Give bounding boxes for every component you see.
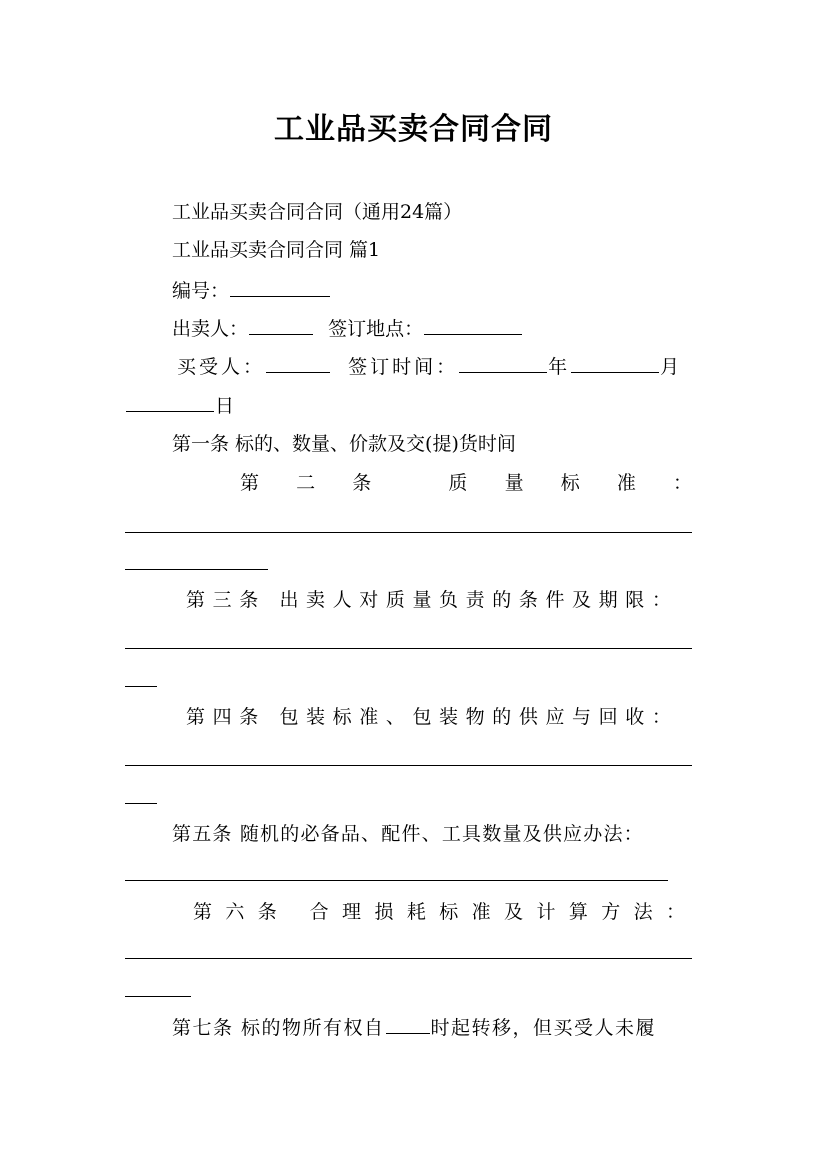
clause-2-char: 第 (240, 472, 260, 494)
section-heading: 工业品买卖合同合同 篇1 (172, 239, 381, 261)
sign-place-blank[interactable] (424, 316, 522, 335)
clause-3-blank-line-1[interactable] (125, 648, 692, 649)
seller-blank[interactable] (249, 316, 313, 335)
clause-2-char: 量 (504, 472, 524, 494)
document-subtitle: 工业品买卖合同合同（通用24篇） (172, 201, 463, 223)
clause-6-blank-line-1[interactable] (125, 958, 692, 959)
day-label: 日 (215, 395, 235, 417)
clause-4-blank-line-2[interactable] (125, 803, 157, 804)
clause-5: 第五条 随机的必备品、配件、工具数量及供应办法： (172, 823, 644, 845)
buyer-label: 买受人： (177, 356, 266, 378)
clause-6: 第六条 合理损耗标准及计算方法： (193, 901, 699, 923)
sign-day-blank[interactable] (126, 393, 214, 412)
clause-2-char: ： (672, 472, 692, 494)
clause-2-char: 准 (616, 472, 636, 494)
sign-place-label: 签订地点： (328, 318, 424, 340)
clause-5-blank-line[interactable] (125, 880, 668, 881)
clause-2-char: 质 (448, 472, 468, 494)
clause-2-char: 标 (560, 472, 580, 494)
clause-2-blank-line-1[interactable] (125, 532, 692, 533)
contract-number-row (172, 278, 331, 303)
clause-2-char: 二 (296, 472, 316, 494)
buyer-blank[interactable] (266, 354, 330, 373)
seller-row (172, 316, 523, 341)
clause-4: 第四条 包装标准、包装物的供应与回收： (186, 706, 679, 728)
sign-year-blank[interactable] (459, 354, 547, 373)
clause-7-text-a: 第七条 标的物所有权自 (172, 1017, 385, 1039)
contract-number-blank[interactable] (230, 278, 330, 297)
clause-4-blank-line-1[interactable] (125, 765, 692, 766)
clause-1: 第一条 标的、数量、价款及交(提)货时间 (172, 433, 516, 455)
clause-3: 第三条 出卖人对质量负责的条件及期限： (186, 589, 679, 611)
seller-label: 出卖人： (172, 318, 249, 340)
clause-7 (172, 1015, 656, 1040)
contract-number-label: 编号： (172, 280, 230, 302)
clause-3-blank-line-2[interactable] (125, 686, 157, 687)
buyer-row (177, 354, 682, 379)
clause-2 (240, 471, 692, 495)
year-label: 年 (548, 356, 571, 378)
document-title: 工业品买卖合同合同 (274, 112, 553, 147)
clause-6-blank-line-2[interactable] (125, 996, 191, 997)
clause-7-text-b: 时起转移，但买受人未履 (430, 1017, 657, 1039)
sign-month-blank[interactable] (571, 354, 659, 373)
clause-2-blank-line-2[interactable] (125, 569, 268, 570)
month-label: 月 (660, 356, 683, 378)
clause-2-char: 条 (352, 472, 372, 494)
day-row (125, 393, 234, 418)
ownership-transfer-blank[interactable] (386, 1015, 430, 1034)
sign-time-label: 签订时间： (348, 356, 459, 378)
